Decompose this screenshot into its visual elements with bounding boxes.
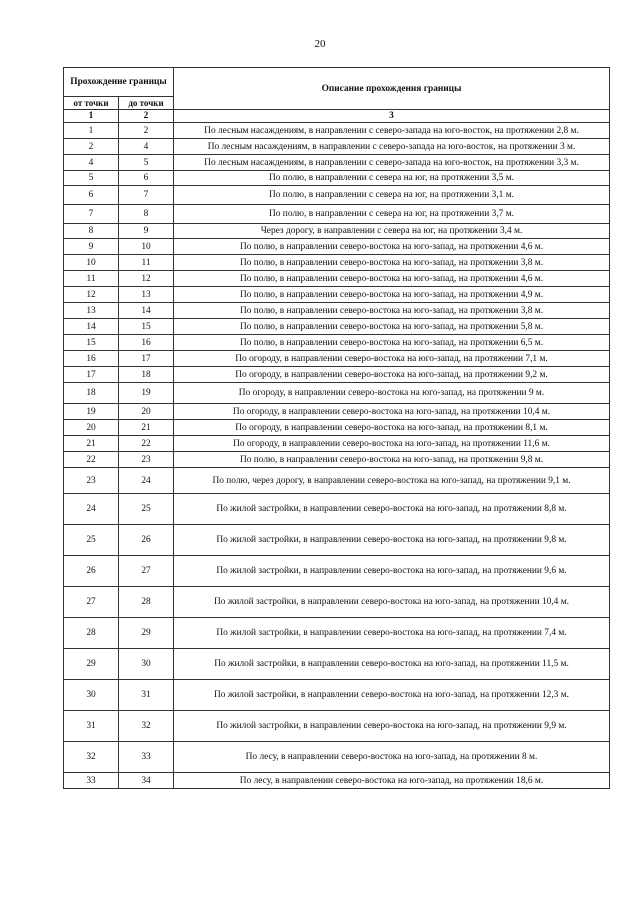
from-point-cell: 26 (64, 556, 119, 587)
from-point-cell: 7 (64, 205, 119, 224)
from-point-cell: 13 (64, 303, 119, 319)
from-point-cell: 33 (64, 773, 119, 789)
from-point-cell: 21 (64, 436, 119, 452)
table-row (64, 271, 610, 287)
to-point-cell: 25 (119, 494, 174, 525)
table-row (64, 420, 610, 436)
to-point-cell: 14 (119, 303, 174, 319)
description-cell: По полю, в направлении северо-востока на юго-запад, на протяжении 4,6 м. (174, 271, 610, 287)
description-cell: По полю, в направлении северо-востока на юго-запад, на протяжении 9,8 м. (174, 452, 610, 468)
header-from-point: от точки (64, 97, 119, 110)
to-point-cell: 24 (119, 468, 174, 494)
to-point-cell: 28 (119, 587, 174, 618)
table-row (64, 351, 610, 367)
to-point-cell: 21 (119, 420, 174, 436)
description-cell: Через дорогу, в направлении с севера на юг, на протяжении 3,4 м. (174, 224, 610, 239)
table-row (64, 649, 610, 680)
to-point-cell: 31 (119, 680, 174, 711)
to-point-cell: 6 (119, 171, 174, 186)
from-point-cell: 14 (64, 319, 119, 335)
to-point-cell: 34 (119, 773, 174, 789)
description-cell: По полю, в направлении северо-востока на юго-запад, на протяжении 4,9 м. (174, 287, 610, 303)
to-point-cell: 23 (119, 452, 174, 468)
from-point-cell: 31 (64, 711, 119, 742)
description-cell: По огороду, в направлении северо-востока на юго-запад, на протяжении 10,4 м. (174, 404, 610, 420)
description-cell: По полю, в направлении северо-востока на юго-запад, на протяжении 4,6 м. (174, 239, 610, 255)
to-point-cell: 7 (119, 186, 174, 205)
header-to-point: до точки (119, 97, 174, 110)
description-cell: По огороду, в направлении северо-востока на юго-запад, на протяжении 9,2 м. (174, 367, 610, 383)
to-point-cell: 30 (119, 649, 174, 680)
column-number: 3 (174, 110, 610, 123)
description-cell: По полю, в направлении северо-востока на юго-запад, на протяжении 3,8 м. (174, 255, 610, 271)
to-point-cell: 22 (119, 436, 174, 452)
table-row (64, 319, 610, 335)
table-row (64, 452, 610, 468)
table-row (64, 468, 610, 494)
table-row (64, 171, 610, 186)
from-point-cell: 22 (64, 452, 119, 468)
to-point-cell: 27 (119, 556, 174, 587)
to-point-cell: 4 (119, 139, 174, 155)
from-point-cell: 19 (64, 404, 119, 420)
description-cell: По полю, в направлении северо-востока на юго-запад, на протяжении 6,5 м. (174, 335, 610, 351)
table-row (64, 155, 610, 171)
from-point-cell: 28 (64, 618, 119, 649)
table-row (64, 255, 610, 271)
from-point-cell: 24 (64, 494, 119, 525)
description-cell: По лесу, в направлении северо-востока на юго-запад, на протяжении 18,6 м. (174, 773, 610, 789)
description-cell: По жилой застройки, в направлении северо-востока на юго-запад, на протяжении 11,5 м. (174, 649, 610, 680)
description-cell: По лесным насаждениям, в направлении с северо-запада на юго-восток, на протяжении 2,8 м. (174, 123, 610, 139)
description-cell: По лесным насаждениям, в направлении с северо-запада на юго-восток, на протяжении 3 м. (174, 139, 610, 155)
description-cell: По лесу, в направлении северо-востока на юго-запад, на протяжении 8 м. (174, 742, 610, 773)
from-point-cell: 17 (64, 367, 119, 383)
description-cell: По полю, в направлении северо-востока на юго-запад, на протяжении 3,8 м. (174, 303, 610, 319)
from-point-cell: 10 (64, 255, 119, 271)
to-point-cell: 18 (119, 367, 174, 383)
to-point-cell: 32 (119, 711, 174, 742)
from-point-cell: 8 (64, 224, 119, 239)
to-point-cell: 2 (119, 123, 174, 139)
table-row (64, 383, 610, 404)
description-cell: По огороду, в направлении северо-востока на юго-запад, на протяжении 9 м. (174, 383, 610, 404)
to-point-cell: 9 (119, 224, 174, 239)
table-row (64, 587, 610, 618)
from-point-cell: 30 (64, 680, 119, 711)
to-point-cell: 5 (119, 155, 174, 171)
from-point-cell: 1 (64, 123, 119, 139)
table-row (64, 618, 610, 649)
header-passage: Прохождение границы (64, 68, 174, 97)
from-point-cell: 6 (64, 186, 119, 205)
to-point-cell: 19 (119, 383, 174, 404)
to-point-cell: 12 (119, 271, 174, 287)
to-point-cell: 16 (119, 335, 174, 351)
column-number: 2 (119, 110, 174, 123)
from-point-cell: 29 (64, 649, 119, 680)
to-point-cell: 26 (119, 525, 174, 556)
boundary-table (63, 67, 610, 789)
description-cell: По жилой застройки, в направлении северо-востока на юго-запад, на протяжении 9,6 м. (174, 556, 610, 587)
from-point-cell: 12 (64, 287, 119, 303)
description-cell: По полю, в направлении северо-востока на юго-запад, на протяжении 5,8 м. (174, 319, 610, 335)
description-cell: По огороду, в направлении северо-востока на юго-запад, на протяжении 8,1 м. (174, 420, 610, 436)
table-row (64, 525, 610, 556)
description-cell: По жилой застройки, в направлении северо-востока на юго-запад, на протяжении 12,3 м. (174, 680, 610, 711)
from-point-cell: 2 (64, 139, 119, 155)
table-row (64, 367, 610, 383)
description-cell: По лесным насаждениям, в направлении с северо-запада на юго-восток, на протяжении 3,3 м. (174, 155, 610, 171)
from-point-cell: 20 (64, 420, 119, 436)
description-cell: По полю, через дорогу, в направлении северо-востока на юго-запад, на протяжении 9,1 м. (174, 468, 610, 494)
description-cell: По жилой застройки, в направлении северо-востока на юго-запад, на протяжении 9,8 м. (174, 525, 610, 556)
from-point-cell: 32 (64, 742, 119, 773)
from-point-cell: 15 (64, 335, 119, 351)
table-row (64, 436, 610, 452)
page-number: 20 (314, 38, 326, 50)
table-row (64, 556, 610, 587)
table-row (64, 335, 610, 351)
description-cell: По жилой застройки, в направлении северо-востока на юго-запад, на протяжении 7,4 м. (174, 618, 610, 649)
description-cell: По жилой застройки, в направлении северо-востока на юго-запад, на протяжении 9,9 м. (174, 711, 610, 742)
description-cell: По полю, в направлении с севера на юг, на протяжении 3,1 м. (174, 186, 610, 205)
description-cell: По огороду, в направлении северо-востока на юго-запад, на протяжении 7,1 м. (174, 351, 610, 367)
from-point-cell: 18 (64, 383, 119, 404)
description-cell: По огороду, в направлении северо-востока на юго-запад, на протяжении 11,6 м. (174, 436, 610, 452)
from-point-cell: 9 (64, 239, 119, 255)
table-row (64, 404, 610, 420)
to-point-cell: 8 (119, 205, 174, 224)
to-point-cell: 17 (119, 351, 174, 367)
description-cell: По жилой застройки, в направлении северо-востока на юго-запад, на протяжении 8,8 м. (174, 494, 610, 525)
to-point-cell: 33 (119, 742, 174, 773)
table-row (64, 742, 610, 773)
table-row (64, 680, 610, 711)
table-row (64, 773, 610, 789)
table-row (64, 139, 610, 155)
table-row (64, 186, 610, 205)
description-cell: По полю, в направлении с севера на юг, на протяжении 3,7 м. (174, 205, 610, 224)
table-row (64, 711, 610, 742)
table-row (64, 303, 610, 319)
table-header (64, 68, 610, 123)
table-body (64, 123, 610, 789)
from-point-cell: 25 (64, 525, 119, 556)
table-row (64, 494, 610, 525)
to-point-cell: 13 (119, 287, 174, 303)
from-point-cell: 5 (64, 171, 119, 186)
to-point-cell: 10 (119, 239, 174, 255)
column-number: 1 (64, 110, 119, 123)
header-description: Описание прохождения границы (174, 68, 610, 110)
from-point-cell: 23 (64, 468, 119, 494)
table-row (64, 239, 610, 255)
to-point-cell: 15 (119, 319, 174, 335)
description-cell: По жилой застройки, в направлении северо-востока на юго-запад, на протяжении 10,4 м. (174, 587, 610, 618)
table-row (64, 224, 610, 239)
from-point-cell: 11 (64, 271, 119, 287)
to-point-cell: 29 (119, 618, 174, 649)
from-point-cell: 27 (64, 587, 119, 618)
to-point-cell: 11 (119, 255, 174, 271)
table-row (64, 123, 610, 139)
table-row (64, 205, 610, 224)
from-point-cell: 4 (64, 155, 119, 171)
to-point-cell: 20 (119, 404, 174, 420)
table-row (64, 287, 610, 303)
from-point-cell: 16 (64, 351, 119, 367)
description-cell: По полю, в направлении с севера на юг, на протяжении 3,5 м. (174, 171, 610, 186)
